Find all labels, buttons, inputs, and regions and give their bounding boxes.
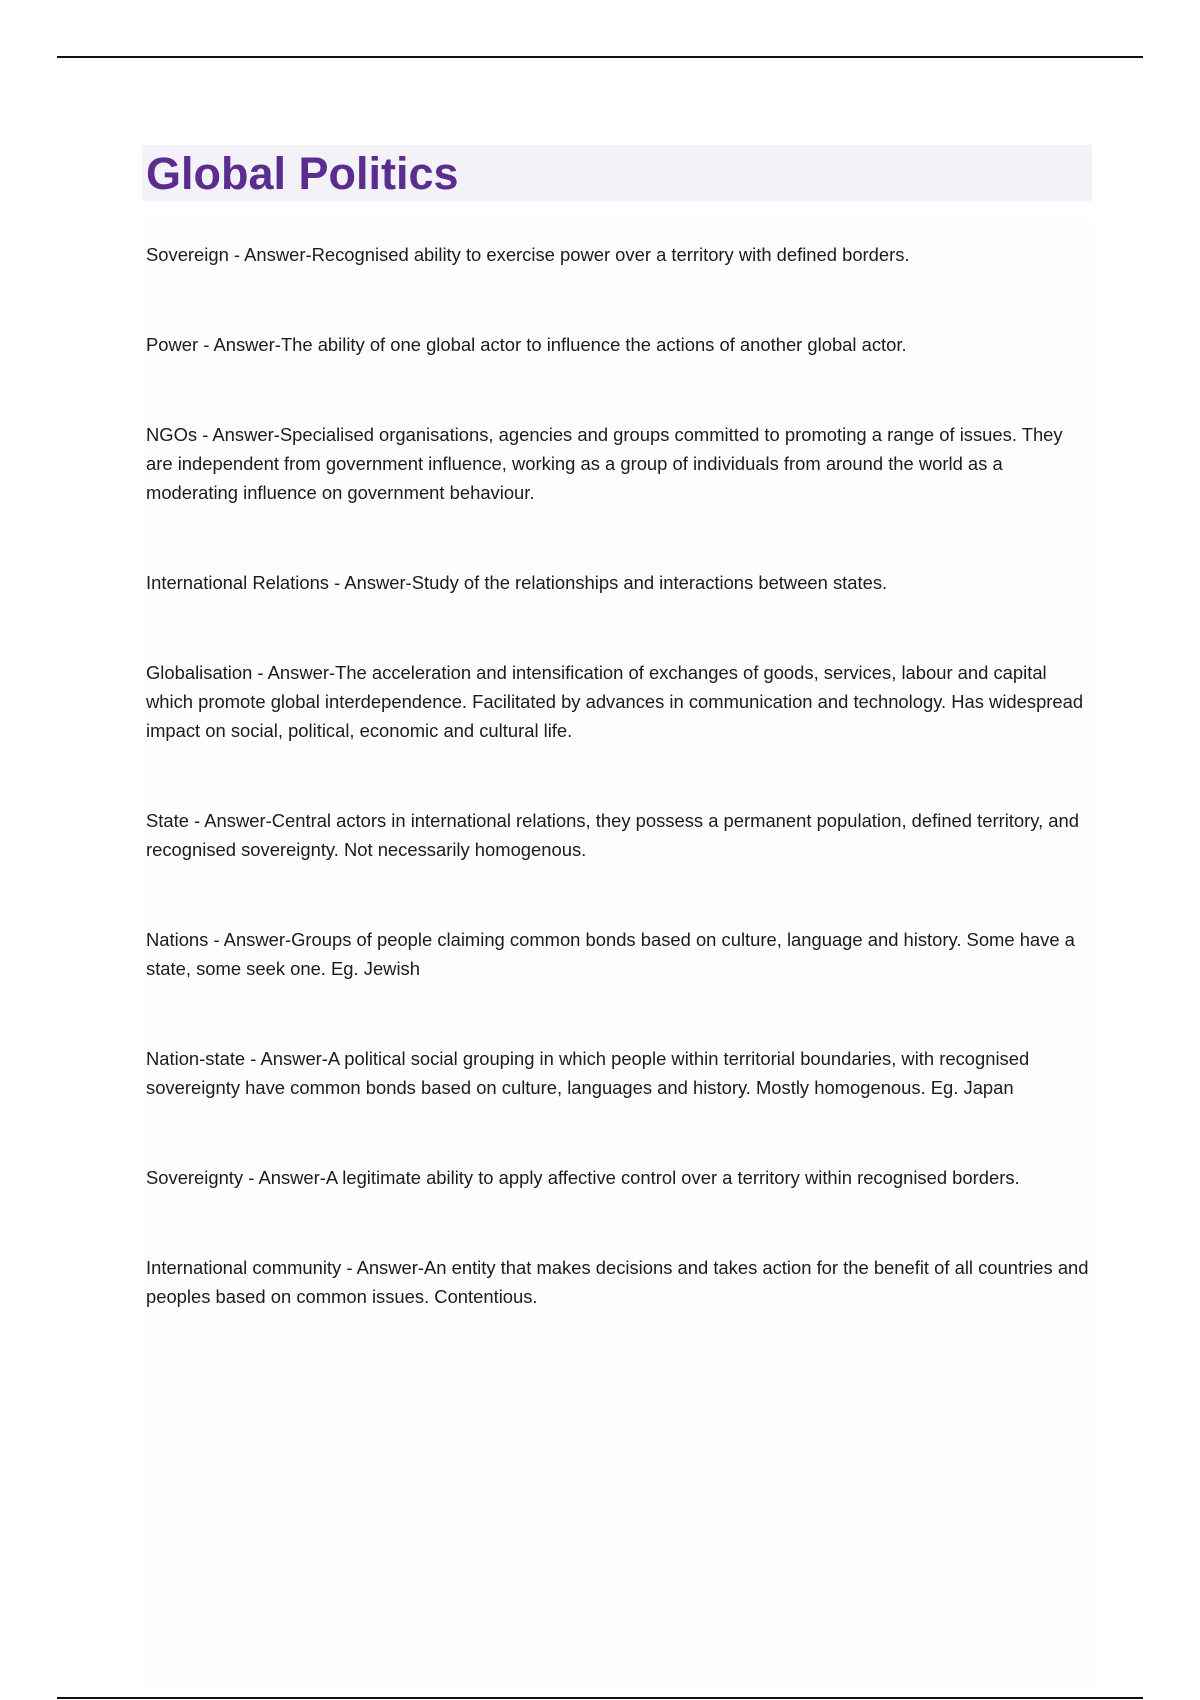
flashcard-entry-globalisation: Globalisation - Answer-The acceleration and intensification of exchanges of goods, services, labour and capital which promote global interdependence. Facilitated by advances in communication and technology. Has widespread impact on social, political, economic and cultural life. bbox=[146, 662, 1084, 741]
flashcard-entry-international-community: International community - Answer-An entity that makes decisions and takes action for the benefit of all countries and peoples based on common issues. Contentious. bbox=[146, 1257, 1089, 1307]
flashcard-entry-state: State - Answer-Central actors in international relations, they possess a permanent population, defined territory, and recognised sovereignty. Not necessarily homogenous. bbox=[146, 810, 1079, 860]
flashcard-list bbox=[146, 240, 1090, 1372]
flashcard-entry-power: Power - Answer-The ability of one global actor to influence the actions of another global actor. bbox=[146, 334, 907, 355]
top-rule bbox=[57, 56, 1143, 58]
document-title: Global Politics bbox=[146, 148, 459, 199]
flashcard-entry-nations: Nations - Answer-Groups of people claiming common bonds based on culture, language and history. Some have a state, some seek one. Eg. Jewish bbox=[146, 929, 1075, 979]
flashcard-entry-ngos: NGOs - Answer-Specialised organisations, agencies and groups committed to promoting a range of issues. They are independent from government influence, working as a group of individuals from around the world as a moderating influence on government behaviour. bbox=[146, 424, 1063, 503]
flashcard-entry-international-relations: International Relations - Answer-Study of the relationships and interactions between states. bbox=[146, 572, 888, 593]
flashcard-entry-nation-state: Nation-state - Answer-A political social grouping in which people within territorial boundaries, with recognised sovereignty have common bonds based on culture, languages and history. Mostly homogenous. Eg. Japan bbox=[146, 1048, 1030, 1098]
flashcard-entry-sovereignty: Sovereignty - Answer-A legitimate ability to apply affective control over a territory within recognised borders. bbox=[146, 1167, 1020, 1188]
flashcard-entry-sovereign: Sovereign - Answer-Recognised ability to exercise power over a territory with defined borders. bbox=[146, 244, 910, 265]
bottom-rule bbox=[57, 1697, 1143, 1699]
